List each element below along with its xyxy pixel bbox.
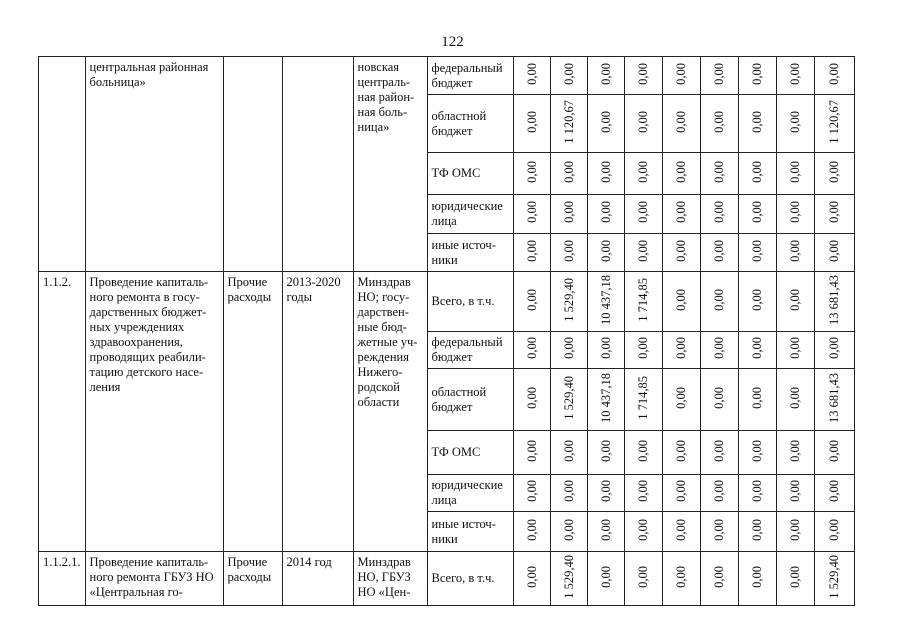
measure-name-cell: центральная районная больница» [85, 57, 223, 272]
value-text: 0,00 [750, 288, 764, 311]
value-cell [814, 552, 854, 606]
value-text: 0,00 [712, 201, 726, 223]
value-cell [700, 234, 738, 272]
value-cell [700, 95, 738, 153]
value-cell [738, 95, 776, 153]
value-cell [624, 195, 662, 234]
value-cell [776, 95, 814, 153]
value-text: 0,00 [750, 518, 764, 541]
funding-source-cell: Всего, в т.ч. [427, 272, 513, 332]
value-cell [513, 272, 550, 332]
value-text: 0,00 [712, 160, 726, 183]
value-text: 0,00 [636, 110, 650, 133]
value-cell [587, 431, 624, 475]
value-text: 0,00 [712, 565, 726, 588]
value-text: 1 529,40 [561, 277, 576, 322]
value-text: 0,00 [827, 439, 841, 462]
value-cell [587, 332, 624, 369]
value-cell [662, 234, 700, 272]
value-text: 0,00 [524, 480, 539, 502]
value-text: 0,00 [636, 201, 650, 223]
value-text: 0,00 [750, 160, 764, 183]
value-cell [700, 57, 738, 95]
value-text: 1 120,67 [561, 99, 576, 144]
value-text: 0,00 [788, 386, 802, 409]
period-cell [282, 57, 353, 272]
value-cell [738, 332, 776, 369]
value-text: 0,00 [788, 201, 802, 223]
table-row [39, 272, 855, 332]
value-text: 1 529,40 [827, 554, 841, 599]
value-cell [550, 512, 587, 552]
value-text: 0,00 [561, 160, 576, 183]
value-cell [738, 512, 776, 552]
value-cell [550, 475, 587, 512]
value-text: 0,00 [524, 386, 539, 409]
value-cell [624, 512, 662, 552]
funding-source-cell: областной бюджет [427, 95, 513, 153]
value-cell [814, 475, 854, 512]
value-cell [513, 475, 550, 512]
value-cell [513, 332, 550, 369]
value-text: 0,00 [524, 62, 539, 85]
funding-source-cell: иные источ-ники [427, 512, 513, 552]
funding-source-cell: Всего, в т.ч. [427, 552, 513, 606]
value-text: 1 714,85 [636, 375, 650, 420]
value-cell [624, 369, 662, 431]
value-text: 1 714,85 [636, 277, 650, 322]
value-text: 0,00 [788, 480, 802, 502]
value-cell [587, 234, 624, 272]
value-cell [776, 332, 814, 369]
value-cell [550, 369, 587, 431]
value-cell [513, 57, 550, 95]
value-text: 0,00 [712, 480, 726, 502]
value-text: 0,00 [636, 337, 650, 359]
value-text: 1 529,40 [561, 375, 576, 420]
value-cell [624, 234, 662, 272]
value-cell [550, 431, 587, 475]
funding-source-cell: юридические лица [427, 475, 513, 512]
funding-source-cell: федеральный бюджет [427, 332, 513, 369]
value-cell [587, 552, 624, 606]
value-text: 0,00 [827, 62, 841, 85]
value-cell [738, 234, 776, 272]
value-text: 0,00 [750, 480, 764, 502]
value-text: 0,00 [827, 201, 841, 223]
value-cell [587, 272, 624, 332]
value-text: 0,00 [827, 480, 841, 502]
value-text: 0,00 [674, 480, 688, 502]
value-text: 0,00 [827, 239, 841, 262]
value-cell [700, 369, 738, 431]
table-row [39, 552, 855, 606]
value-text: 0,00 [750, 201, 764, 223]
value-text: 0,00 [561, 480, 576, 502]
value-cell [587, 512, 624, 552]
value-cell [662, 552, 700, 606]
value-cell [587, 475, 624, 512]
value-cell [738, 369, 776, 431]
value-cell [814, 234, 854, 272]
value-text: 0,00 [598, 439, 613, 462]
value-text: 0,00 [561, 239, 576, 262]
value-text: 0,00 [598, 337, 613, 359]
value-cell [624, 272, 662, 332]
value-cell [738, 431, 776, 475]
value-cell [776, 552, 814, 606]
value-text: 0,00 [674, 201, 688, 223]
value-cell [624, 153, 662, 195]
value-cell [513, 431, 550, 475]
value-text: 0,00 [788, 439, 802, 462]
executor-cell: Минздрав НО, ГБУЗ НО «Цен- [353, 552, 427, 606]
value-cell [662, 153, 700, 195]
value-cell [738, 195, 776, 234]
value-cell [513, 512, 550, 552]
value-text: 0,00 [598, 239, 613, 262]
value-cell [587, 369, 624, 431]
value-text: 0,00 [712, 518, 726, 541]
value-cell [550, 272, 587, 332]
value-cell [738, 272, 776, 332]
value-text: 0,00 [674, 337, 688, 359]
value-text: 0,00 [788, 288, 802, 311]
value-cell [776, 153, 814, 195]
value-cell [814, 57, 854, 95]
value-cell [587, 57, 624, 95]
value-cell [700, 431, 738, 475]
value-cell [700, 332, 738, 369]
value-text: 0,00 [750, 565, 764, 588]
value-cell [550, 57, 587, 95]
value-text: 0,00 [712, 239, 726, 262]
executor-cell: Минздрав НО; госу-дарствен-ные бюд-жетные уч-реждения Нижего-родской области [353, 272, 427, 552]
value-text: 0,00 [750, 110, 764, 133]
value-cell [700, 512, 738, 552]
value-text: 0,00 [598, 565, 613, 588]
value-text: 0,00 [636, 518, 650, 541]
value-text: 0,00 [561, 518, 576, 541]
funding-source-cell: областной бюджет [427, 369, 513, 431]
value-text: 0,00 [674, 439, 688, 462]
value-cell [700, 272, 738, 332]
value-cell [624, 95, 662, 153]
row-code-cell [39, 57, 86, 272]
value-cell [662, 57, 700, 95]
value-text: 0,00 [750, 62, 764, 85]
value-text: 0,00 [674, 62, 688, 85]
value-cell [738, 552, 776, 606]
value-cell [738, 153, 776, 195]
value-text: 0,00 [674, 160, 688, 183]
value-text: 0,00 [524, 439, 539, 462]
value-cell [624, 332, 662, 369]
value-text: 0,00 [636, 239, 650, 262]
value-cell [662, 512, 700, 552]
value-cell [814, 95, 854, 153]
value-cell [513, 153, 550, 195]
value-text: 0,00 [788, 565, 802, 588]
value-text: 0,00 [598, 518, 613, 541]
value-text: 0,00 [636, 160, 650, 183]
value-cell [587, 153, 624, 195]
value-text: 0,00 [827, 337, 841, 359]
value-cell [513, 95, 550, 153]
value-text: 0,00 [674, 110, 688, 133]
table-body [39, 57, 855, 606]
value-text: 1 120,67 [827, 99, 841, 144]
page-number: 122 [441, 34, 464, 50]
value-cell [776, 57, 814, 95]
value-text: 0,00 [788, 62, 802, 85]
value-cell [624, 475, 662, 512]
value-text: 0,00 [524, 239, 539, 262]
value-text: 0,00 [524, 160, 539, 183]
value-cell [550, 234, 587, 272]
value-cell [513, 234, 550, 272]
value-text: 0,00 [827, 518, 841, 541]
value-cell [587, 195, 624, 234]
value-text: 0,00 [788, 518, 802, 541]
value-cell [550, 332, 587, 369]
value-text: 0,00 [712, 337, 726, 359]
value-cell [814, 272, 854, 332]
value-cell [776, 369, 814, 431]
value-text: 10 437,18 [598, 372, 613, 423]
value-cell [776, 475, 814, 512]
expense-type-cell: Прочие расходы [223, 552, 282, 606]
value-text: 0,00 [712, 439, 726, 462]
value-text: 0,00 [674, 518, 688, 541]
value-text: 0,00 [674, 386, 688, 409]
value-text: 0,00 [674, 565, 688, 588]
value-cell [776, 195, 814, 234]
budget-table [38, 56, 855, 606]
value-cell [814, 369, 854, 431]
value-cell [814, 332, 854, 369]
value-text: 13 681,43 [827, 274, 841, 325]
value-text: 0,00 [524, 337, 539, 359]
value-cell [662, 95, 700, 153]
measure-name-cell: Проведение капиталь-ного ремонта ГБУЗ НО «Центральная го- [85, 552, 223, 606]
value-text: 0,00 [827, 160, 841, 183]
value-text: 0,00 [750, 239, 764, 262]
value-cell [513, 552, 550, 606]
value-text: 0,00 [598, 201, 613, 223]
funding-source-cell: иные источ-ники [427, 234, 513, 272]
value-text: 0,00 [750, 337, 764, 359]
value-cell [513, 369, 550, 431]
value-text: 0,00 [788, 337, 802, 359]
value-text: 0,00 [788, 239, 802, 262]
value-text: 0,00 [674, 288, 688, 311]
value-text: 0,00 [636, 439, 650, 462]
value-text: 0,00 [598, 62, 613, 85]
value-text: 0,00 [750, 439, 764, 462]
period-cell: 2014 год [282, 552, 353, 606]
value-cell [700, 475, 738, 512]
measure-name-cell: Проведение капиталь-ного ремонта в госу-дарственных бюджет-ных учреждениях здравоохранения, проводящих реабили-тацию детского насе-ления [85, 272, 223, 552]
value-cell [700, 552, 738, 606]
value-text: 0,00 [524, 288, 539, 311]
value-cell [587, 95, 624, 153]
value-text: 0,00 [561, 337, 576, 359]
expense-type-cell [223, 57, 282, 272]
row-code-cell: 1.1.2. [39, 272, 86, 552]
value-text: 1 529,40 [561, 554, 576, 599]
value-cell [700, 195, 738, 234]
value-text: 0,00 [598, 480, 613, 502]
value-cell [662, 475, 700, 512]
value-cell [814, 195, 854, 234]
table-row [39, 57, 855, 95]
value-text: 0,00 [636, 565, 650, 588]
value-text: 0,00 [598, 160, 613, 183]
value-cell [776, 512, 814, 552]
value-text: 0,00 [524, 565, 539, 588]
value-cell [513, 195, 550, 234]
value-cell [700, 153, 738, 195]
value-text: 0,00 [636, 480, 650, 502]
value-cell [738, 57, 776, 95]
row-code-cell: 1.1.2.1. [39, 552, 86, 606]
value-text: 0,00 [712, 110, 726, 133]
value-cell [662, 195, 700, 234]
value-cell [550, 95, 587, 153]
value-text: 0,00 [712, 386, 726, 409]
funding-source-cell: ТФ ОМС [427, 153, 513, 195]
value-text: 0,00 [750, 386, 764, 409]
value-cell [814, 512, 854, 552]
funding-source-cell: федеральный бюджет [427, 57, 513, 95]
value-cell [662, 332, 700, 369]
value-cell [814, 153, 854, 195]
value-text: 0,00 [712, 288, 726, 311]
value-text: 0,00 [788, 110, 802, 133]
value-text: 0,00 [712, 62, 726, 85]
value-cell [776, 431, 814, 475]
value-cell [624, 431, 662, 475]
value-text: 0,00 [598, 110, 613, 133]
value-text: 0,00 [561, 439, 576, 462]
value-text: 0,00 [524, 110, 539, 133]
value-cell [662, 272, 700, 332]
value-text: 0,00 [636, 62, 650, 85]
value-text: 0,00 [524, 518, 539, 541]
value-cell [550, 552, 587, 606]
value-text: 10 437,18 [598, 274, 613, 325]
value-cell [624, 57, 662, 95]
value-cell [814, 431, 854, 475]
value-text: 13 681,43 [827, 372, 841, 423]
funding-source-cell: ТФ ОМС [427, 431, 513, 475]
funding-source-cell: юридические лица [427, 195, 513, 234]
value-cell [738, 475, 776, 512]
value-text: 0,00 [524, 201, 539, 223]
value-cell [776, 234, 814, 272]
expense-type-cell: Прочие расходы [223, 272, 282, 552]
executor-cell: новская централь-ная район-ная боль-ница» [353, 57, 427, 272]
value-cell [776, 272, 814, 332]
value-cell [550, 195, 587, 234]
value-cell [550, 153, 587, 195]
value-text: 0,00 [561, 62, 576, 85]
value-cell [662, 369, 700, 431]
value-text: 0,00 [561, 201, 576, 223]
period-cell: 2013-2020 годы [282, 272, 353, 552]
value-cell [624, 552, 662, 606]
value-text: 0,00 [674, 239, 688, 262]
value-text: 0,00 [788, 160, 802, 183]
value-cell [662, 431, 700, 475]
